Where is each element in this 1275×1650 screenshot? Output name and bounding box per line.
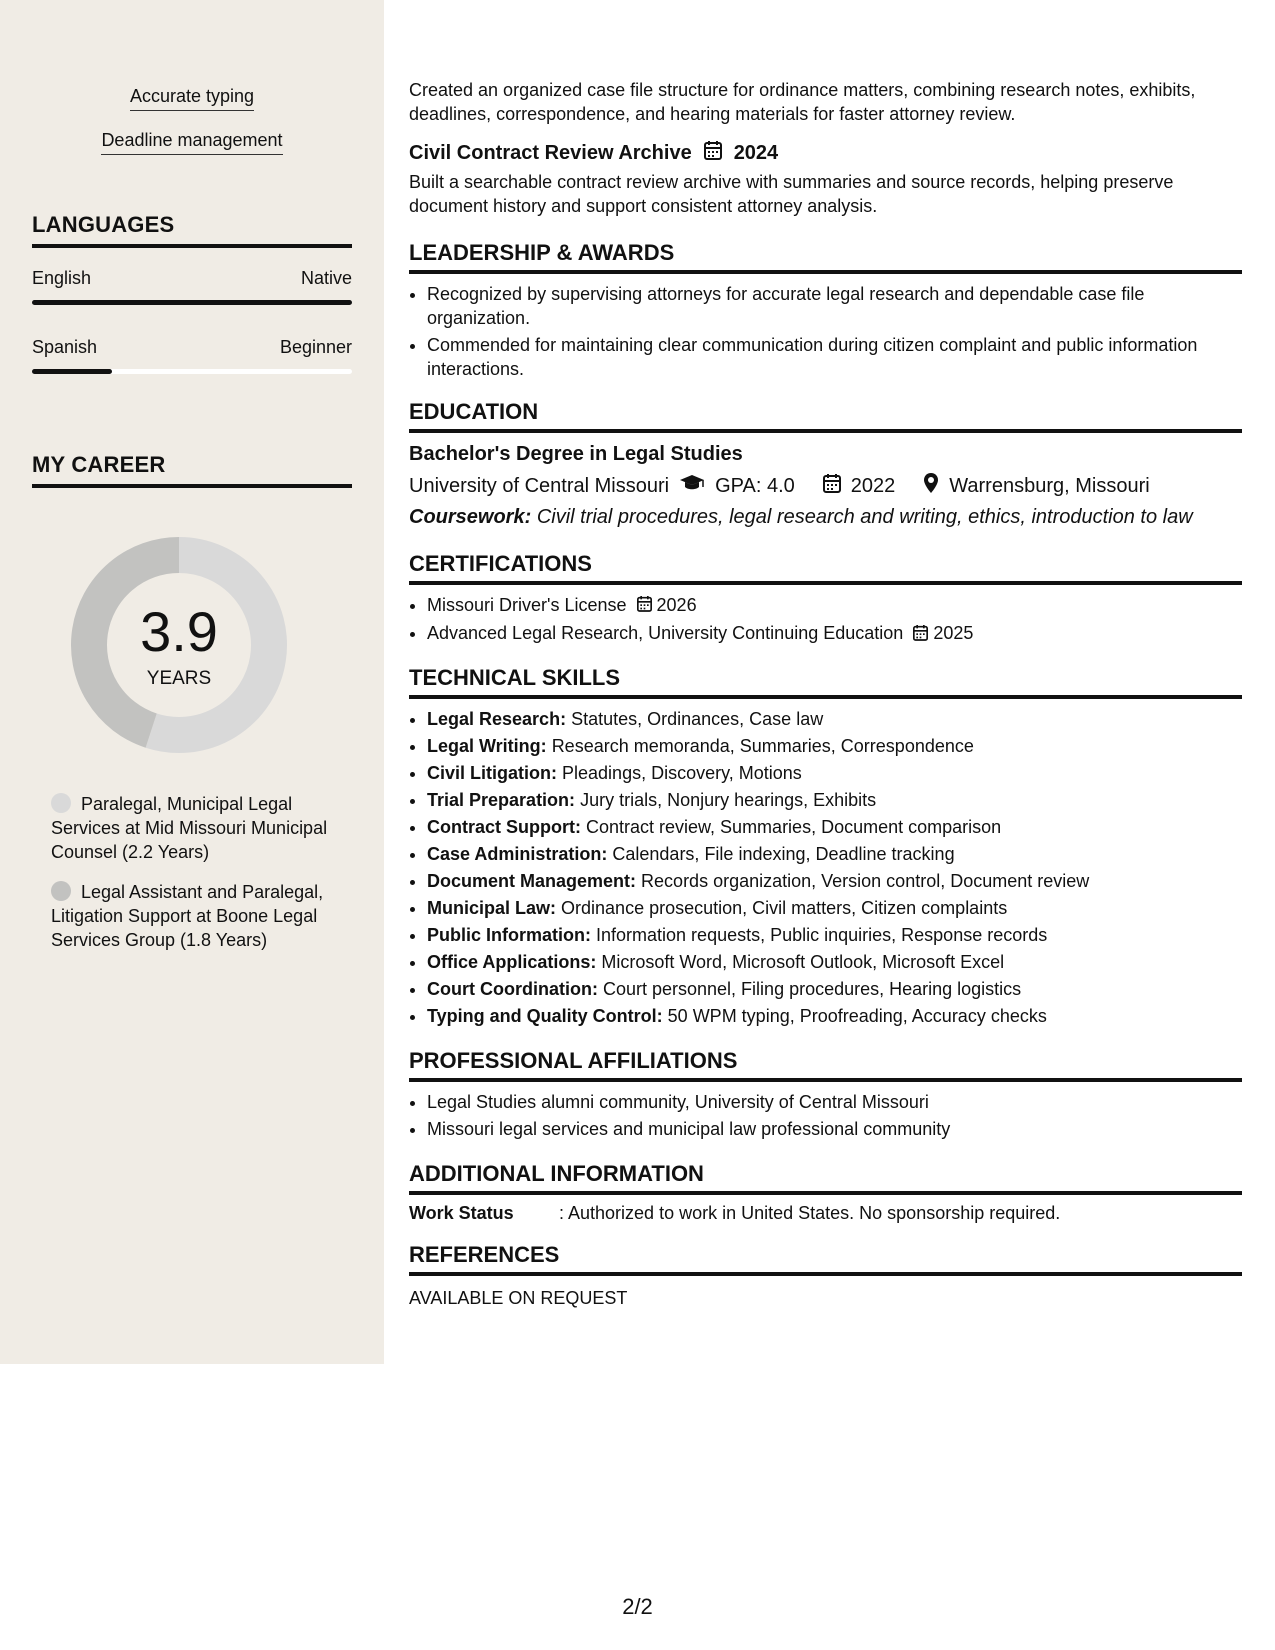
technical-skill-item: • Municipal Law: Ordinance prosecution, Civil matters, Citizen complaints [427, 896, 1242, 920]
skill-item: Accurate typing [0, 86, 384, 111]
certifications-heading: CERTIFICATIONS [409, 551, 1242, 585]
affiliations-heading: PROFESSIONAL AFFILIATIONS [409, 1048, 1242, 1082]
list-item: • Commended for maintaining clear communication during citizen complaint and public information interactions. [427, 333, 1242, 381]
location-pin-icon [923, 472, 939, 500]
main-content [409, 78, 1242, 1310]
leadership-heading: LEADERSHIP & AWARDS [409, 240, 1242, 274]
list-item: • Legal Studies alumni community, University of Central Missouri [427, 1090, 1242, 1114]
career-item: Legal Assistant and Paralegal, Litigation Support at Boone Legal Services Group (1.8 Years) [51, 882, 324, 950]
graduation-cap-icon [679, 474, 705, 498]
career-legend-dot [51, 793, 71, 813]
sidebar [0, 0, 384, 1364]
degree-title: Bachelor's Degree in Legal Studies [409, 443, 743, 465]
language-level: Native [300, 268, 352, 288]
language-proficiency-fill [32, 369, 112, 374]
technical-skill-item: • Civil Litigation: Pleadings, Discovery, Motions [427, 761, 1242, 785]
technical-skill-item: • Typing and Quality Control: 50 WPM typing, Proofreading, Accuracy checks [427, 1004, 1242, 1028]
technical-skill-item: • Legal Research: Statutes, Ordinances, Case law [427, 707, 1242, 731]
technical-skill-item: • Trial Preparation: Jury trials, Nonjury hearings, Exhibits [427, 788, 1242, 812]
school-name: University of Central Missouri [409, 474, 670, 497]
technical-skills-list [409, 707, 1242, 1028]
technical-skill-item: • Case Administration: Calendars, File indexing, Deadline tracking [427, 842, 1242, 866]
list-item: • Recognized by supervising attorneys for accurate legal research and dependable case file organization. [427, 282, 1242, 330]
calendar-icon [637, 594, 652, 618]
work-status-value: : Authorized to work in United States. No sponsorship required. [559, 1202, 1061, 1223]
technical-skills-heading: TECHNICAL SKILLS [409, 665, 1242, 699]
work-status-row [409, 1203, 1242, 1224]
coursework-text: Civil trial procedures, legal research and writing, ethics, introduction to law [536, 506, 1193, 528]
calendar-icon [704, 140, 722, 166]
project-description: Built a searchable contract review archive with summaries and source records, helping preserve document history and support consistent attorney analysis. [409, 172, 1174, 216]
project-intro-text: Created an organized case file structure for ordinance matters, combining research notes, exhibits, deadlines, correspondence, and hearing materials for faster attorney review. [409, 80, 1196, 124]
coursework-label: Coursework: [409, 506, 532, 528]
education-heading: EDUCATION [409, 399, 1242, 433]
page-number: 2/2 [622, 1594, 653, 1619]
career-legend-dot [51, 881, 71, 901]
language-proficiency-fill [32, 300, 352, 305]
technical-skill-item: • Office Applications: Microsoft Word, Microsoft Outlook, Microsoft Excel [427, 950, 1242, 974]
career-donut-chart [66, 532, 292, 758]
career-item: Paralegal, Municipal Legal Services at Mid Missouri Municipal Counsel (2.2 Years) [51, 794, 328, 862]
language-proficiency-bar [32, 300, 352, 305]
technical-skill-item: • Court Coordination: Court personnel, Filing procedures, Hearing logistics [427, 977, 1242, 1001]
certifications-list [409, 593, 1242, 647]
references-text: AVAILABLE ON REQUEST [409, 1287, 628, 1308]
language-name: Spanish [32, 337, 98, 357]
technical-skill-item: • Legal Writing: Research memoranda, Summaries, Correspondence [427, 734, 1242, 758]
graduation-year: 2022 [850, 474, 896, 497]
career-heading: MY CAREER [32, 452, 352, 488]
additional-info-heading: ADDITIONAL INFORMATION [409, 1161, 1242, 1195]
project-title-row [409, 140, 1242, 166]
skill-item: Deadline management [0, 130, 384, 155]
references-heading: REFERENCES [409, 1242, 1242, 1276]
technical-skill-item: • Public Information: Information requests, Public inquiries, Response records [427, 923, 1242, 947]
language-name: English [32, 268, 92, 288]
calendar-icon [823, 473, 841, 499]
gpa: GPA: 4.0 [715, 474, 795, 497]
certification-item: • Advanced Legal Research, University Continuing Education 2025 [427, 621, 1242, 646]
project-year: 2024 [733, 141, 779, 164]
language-level: Beginner [279, 337, 352, 357]
language-row [32, 337, 352, 358]
certification-item: • Missouri Driver's License 2026 [427, 593, 1242, 618]
technical-skill-item: • Document Management: Records organization, Version control, Document review [427, 869, 1242, 893]
career-donut-center [66, 532, 292, 758]
career-years-label: YEARS [146, 668, 212, 689]
work-status-label: Work Status [409, 1202, 514, 1223]
language-row [32, 268, 352, 289]
school-location: Warrensburg, Missouri [949, 474, 1150, 497]
list-item: • Missouri legal services and municipal law professional community [427, 1117, 1242, 1141]
project-title: Civil Contract Review Archive [409, 141, 692, 164]
coursework [409, 506, 1242, 529]
technical-skill-item: • Contract Support: Contract review, Summaries, Document comparison [427, 815, 1242, 839]
education-meta [409, 472, 1242, 500]
calendar-icon [913, 623, 928, 647]
leadership-list [409, 282, 1242, 381]
languages-heading: LANGUAGES [32, 212, 352, 248]
affiliations-list [409, 1090, 1242, 1141]
career-years-value: 3.9 [140, 600, 218, 663]
language-proficiency-bar [32, 369, 352, 374]
